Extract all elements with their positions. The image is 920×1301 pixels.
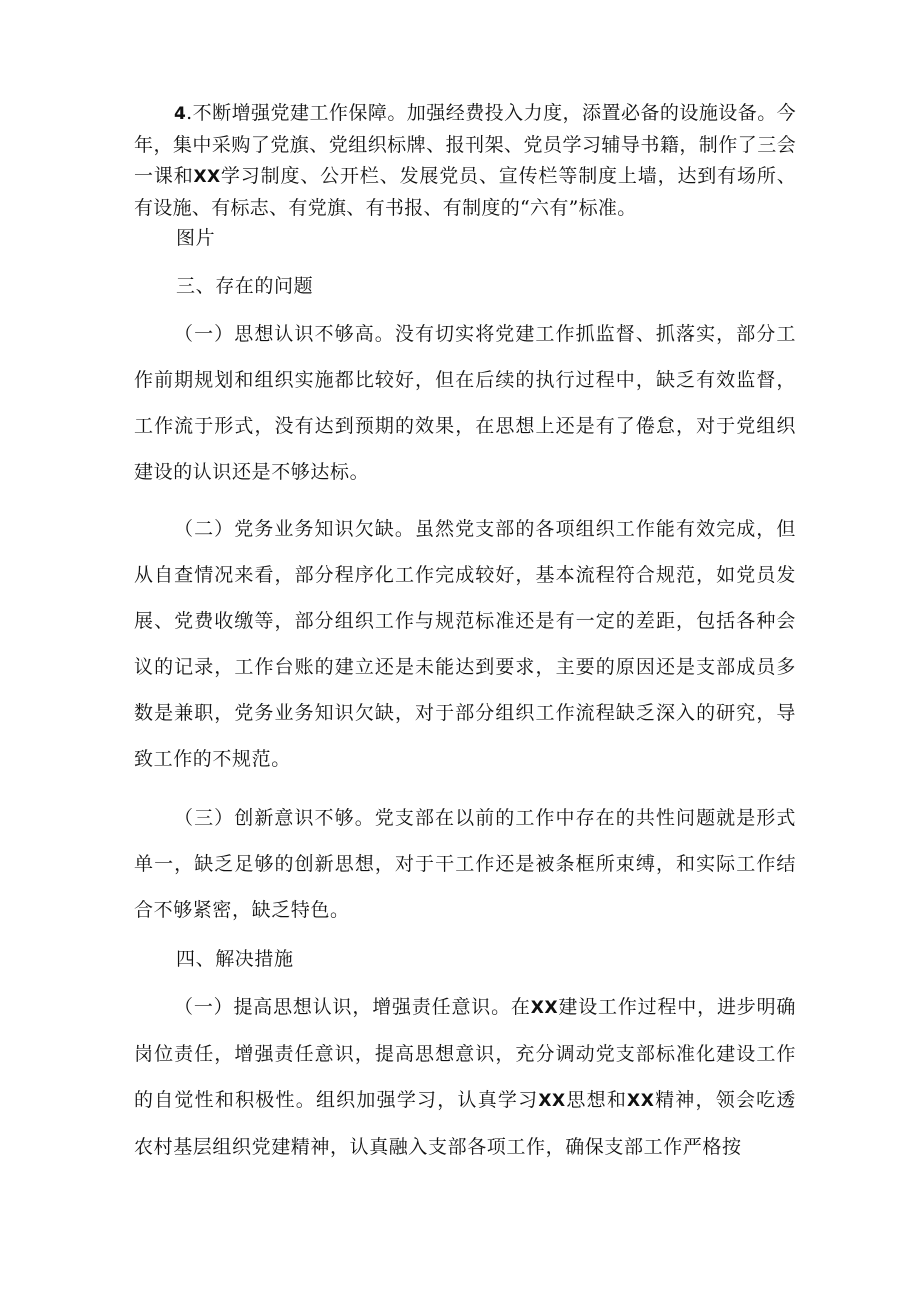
- section-title-solutions: 四、解决措施: [176, 948, 294, 970]
- bold-text-run: 4: [174, 104, 187, 124]
- paragraph-problem-1: （一）思想认识不够高。没有切实将党建工作抓监督、抓落实，部分工作前期规划和组织实施都比较好，但在后续的执行过程中，缺乏有效监督，工作流于形式，没有达到预期的效果，在思想上还是有了倦怠，对于党组织建设的认识还是不够达标。: [134, 323, 796, 483]
- paragraph-solution-1: [134, 984, 796, 1170]
- section-title-existing-problems: 三、存在的问题: [176, 275, 314, 297]
- bold-text-run: XX: [193, 167, 221, 187]
- image-placeholder-text: 图片: [176, 227, 216, 249]
- paragraph-party-building-guarantee: [134, 98, 796, 224]
- bold-text-run: XX: [538, 1091, 566, 1111]
- text-run: 思想和: [565, 1089, 628, 1111]
- bold-text-run: XX: [627, 1091, 655, 1111]
- bold-text-run: XX: [530, 998, 559, 1018]
- text-run: （一）提高思想认识，增强责任意识。在: [174, 996, 531, 1018]
- paragraph-problem-3: （三）创新意识不够。党支部在以前的工作中存在的共性问题就是形式单一，缺乏足够的创新思想，对于干工作还是被条框所束缚，和实际工作结合不够紧密，缺乏特色。: [134, 807, 796, 921]
- text-run: 建设工作过程中，进步明确岗位责任，增强责任意识，提高思想意识，充分调动党支部标准化建设工作的自觉性和积极性。组织加强学习，认真学习: [134, 996, 796, 1111]
- paragraph-problem-2: （二）党务业务知识欠缺。虽然党支部的各项组织工作能有效完成，但从自查情况来看，部分程序化工作完成较好，基本流程符合规范，如党员发展、党费收缴等，部分组织工作与规范标准还是有一定的差距，包括各种会议的记录，工作台账的建立还是未能达到要求，主要的原因还是支部成员多数是兼职，党务业务知识欠缺，对于部分组织工作流程缺乏深入的研究，导致工作的不规范。: [134, 518, 796, 770]
- text-run: 精神，领会吃透农村基层组织党建精神，认真融入支部各项工作，确保支部工作严格按: [134, 1089, 796, 1158]
- text-run: .不断增强党建工作保障。加强经费投入力度，添置必备的设施设备。今年，集中采购了党旗、党组织标牌、报刊架、党员学习辅导书籍，制作了三会一课和: [134, 102, 796, 187]
- text-run: 学习制度、公开栏、发展党员、宣传栏等制度上墙，达到有场所、有设施、有标志、有党旗、有书报、有制度的“六有”标准。: [134, 165, 796, 219]
